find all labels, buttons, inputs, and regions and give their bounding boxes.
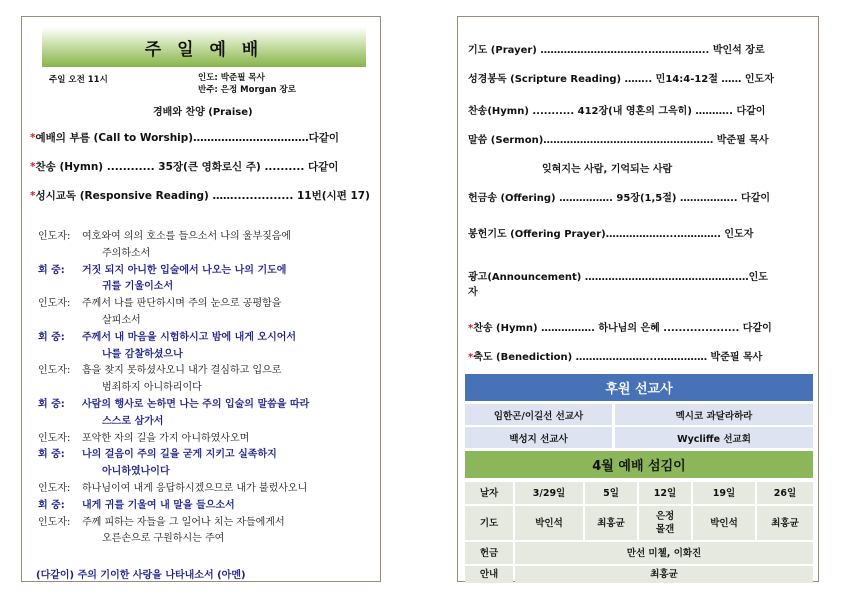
prayer-label: 기도	[465, 506, 513, 540]
missionary-cell: 멕시코 과달라하라	[615, 404, 813, 425]
date-cell: 12일	[639, 482, 691, 504]
reading-text: 주께 피하는 자들을 그 일어나 치는 자들에게서	[82, 516, 285, 528]
leader-line	[38, 229, 378, 246]
closing-hymn-text: 찬송 (Hymn) ……………. 하나님의 은혜 .................... 다같이	[473, 323, 772, 334]
announcement-line: 광고(Announcement) ……………………………………….…인도	[468, 272, 768, 283]
reading-text: 사람의 행사로 논하면 나는 주의 입술의 말씀을 따라	[82, 398, 310, 410]
date-cell: 19일	[693, 482, 755, 504]
reading-text: 주의하소서	[102, 247, 151, 259]
benediction-text: 축도 (Benediction) …………………...…………… 박준필 목사	[473, 352, 763, 363]
speaker-label: 회 중:	[38, 398, 65, 410]
praise-heading: 경배와 찬양 (Praise)	[153, 107, 253, 118]
reading-text: 아니하였나이다	[102, 466, 170, 478]
offering-prayer-line: 봉헌기도 (Offering Prayer)………………...…………. 인도자	[468, 229, 754, 240]
offering-label: 헌금	[465, 542, 513, 564]
missionary-cell: 임한곤/이길선 선교사	[465, 404, 612, 425]
speaker-label: 인도자:	[38, 365, 71, 377]
date-cell: 3/29일	[515, 482, 583, 504]
reading-text: 스스로 삼가서	[102, 415, 164, 427]
guide-servant: 최홍균	[515, 566, 813, 583]
reading-text: 주께서 내 마음을 시험하시고 밤에 내게 오시어서	[82, 331, 297, 343]
standing-marker: *	[30, 132, 36, 144]
leader-line	[38, 363, 378, 380]
april-servants-header: 4월 예배 섬김이	[465, 451, 813, 478]
missionary-header: 후원 선교사	[465, 374, 813, 401]
missionary-cell: 백성지 선교사	[465, 427, 612, 448]
leader-line	[38, 246, 378, 263]
reading-text: 내게 귀를 기울여 내 말을 들으소서	[82, 499, 235, 511]
benediction	[468, 348, 762, 363]
congregation-line	[38, 464, 378, 481]
closing-unison: (다같이) 주의 기이한 사랑을 나타내소서 (아멘)	[36, 570, 246, 581]
prayer-cell: 최홍균	[585, 506, 637, 540]
reading-text: 나의 걸음이 주의 길을 굳게 지키고 실족하지	[82, 449, 277, 461]
accompanist-line: 반주: 은정 Morgan 장로	[198, 85, 296, 95]
speaker-label: 회 중:	[38, 449, 65, 461]
call-to-worship	[30, 130, 339, 145]
guide-label: 안내	[465, 566, 513, 583]
standing-marker: *	[30, 190, 36, 202]
leader-line	[38, 515, 378, 532]
prayer-cell: 박인석	[693, 506, 755, 540]
date-label: 날자	[465, 482, 513, 504]
date-cell: 5일	[585, 482, 637, 504]
reading-text: 포악한 자의 길을 가지 아니하였사오며	[82, 432, 250, 444]
congregation-line	[38, 279, 378, 296]
leader-line	[38, 313, 378, 330]
speaker-label: 인도자:	[38, 432, 71, 444]
reading-text: 주께서 나를 판단하시며 주의 눈으로 공평함을	[82, 298, 282, 310]
speaker-label: 인도자:	[38, 482, 71, 494]
reading-text: 하나님이여 내게 응답하시겠으므로 내가 불렀사오니	[82, 482, 308, 494]
congregation-line	[38, 347, 378, 364]
standing-marker: *	[30, 161, 36, 173]
leader-line	[38, 431, 378, 448]
prayer-cell: 박인석	[515, 506, 583, 540]
speaker-label: 회 중:	[38, 331, 65, 343]
left-page	[21, 16, 381, 582]
closing-hymn	[468, 319, 772, 334]
responsive-reading-text: 성시교독 (Responsive Reading) ……............... 11번(시편 17)	[35, 190, 370, 202]
missionary-cell: Wycliffe 선교회	[615, 427, 813, 448]
speaker-label: 인도자:	[38, 231, 71, 242]
congregation-line	[38, 498, 378, 515]
congregation-line	[38, 263, 378, 280]
reading-text: 여호와여 의의 호소를 들으소서 나의 울부짖음에	[82, 231, 292, 242]
announcement-line-wrap: 자	[468, 287, 478, 298]
reading-text: 오른손으로 구원하시는 주여	[102, 533, 225, 545]
reading-text: 나를 감찰하셨으나	[102, 348, 183, 360]
right-page	[457, 16, 819, 582]
speaker-label: 인도자:	[38, 516, 71, 528]
reading-text: 귀를 기울이소서	[102, 281, 174, 293]
responsive-reading	[30, 188, 370, 203]
scripture-line: 성경봉독 (Scripture Reading) …….. 민14:4-12절 …… 인도자	[468, 74, 774, 85]
leader-line	[38, 296, 378, 313]
reading-text: 거짓 되지 아니한 입술에서 나오는 나의 기도에	[82, 264, 287, 276]
service-time: 주일 오전 11시	[49, 75, 108, 85]
congregation-line	[38, 447, 378, 464]
prayer-line: 기도 (Prayer) …………………………...…………….. 박인석 장로	[468, 45, 765, 56]
congregation-line	[38, 397, 378, 414]
offering-servants: 만선 미첼, 이화진	[515, 542, 813, 564]
sermon-line: 말씀 (Sermon)…………………………………………… 박준필 목사	[468, 135, 769, 146]
page-title: 주 일 예 배	[144, 39, 264, 60]
date-cell: 26일	[757, 482, 813, 504]
speaker-label: 회 중:	[38, 499, 65, 511]
hymn-line: 찬송(Hymn) ........... 412장(내 영혼의 그윽히) ……….. 다같이	[468, 106, 766, 117]
leader-line: 인도: 박준필 목사	[198, 73, 265, 83]
congregation-line	[38, 414, 378, 431]
sermon-title: 잊혀지는 사람, 기억되는 사람	[542, 164, 673, 175]
opening-hymn-text: 찬송 (Hymn) ............ 35장(큰 영화로신 주) .......... 다같이	[35, 161, 339, 173]
standing-marker: *	[468, 323, 474, 334]
speaker-label: 인도자:	[38, 298, 71, 310]
responsive-reading-text-block	[38, 229, 378, 548]
standing-marker: *	[468, 352, 474, 363]
call-to-worship-text: 예배의 부름 (Call to Worship)……………………………다같이	[35, 132, 340, 144]
leader-line	[38, 481, 378, 498]
prayer-cell: 최홍균	[757, 506, 813, 540]
speaker-label: 회 중:	[38, 264, 65, 276]
reading-text: 흠을 찾지 못하셨사오니 내가 결심하고 입으로	[82, 365, 282, 377]
offering-line: 헌금송 (Offering) ……………. 95장(1,5절) …………….. 다같이	[468, 193, 771, 204]
reading-text: 살피소서	[102, 314, 141, 326]
opening-hymn	[30, 159, 338, 174]
title-banner	[42, 27, 366, 67]
reading-text: 범죄하지 아니하리이다	[102, 382, 202, 394]
leader-line	[38, 531, 378, 548]
prayer-cell: 은정 몰갠	[639, 506, 691, 540]
leader-line	[38, 380, 378, 397]
congregation-line	[38, 330, 378, 347]
